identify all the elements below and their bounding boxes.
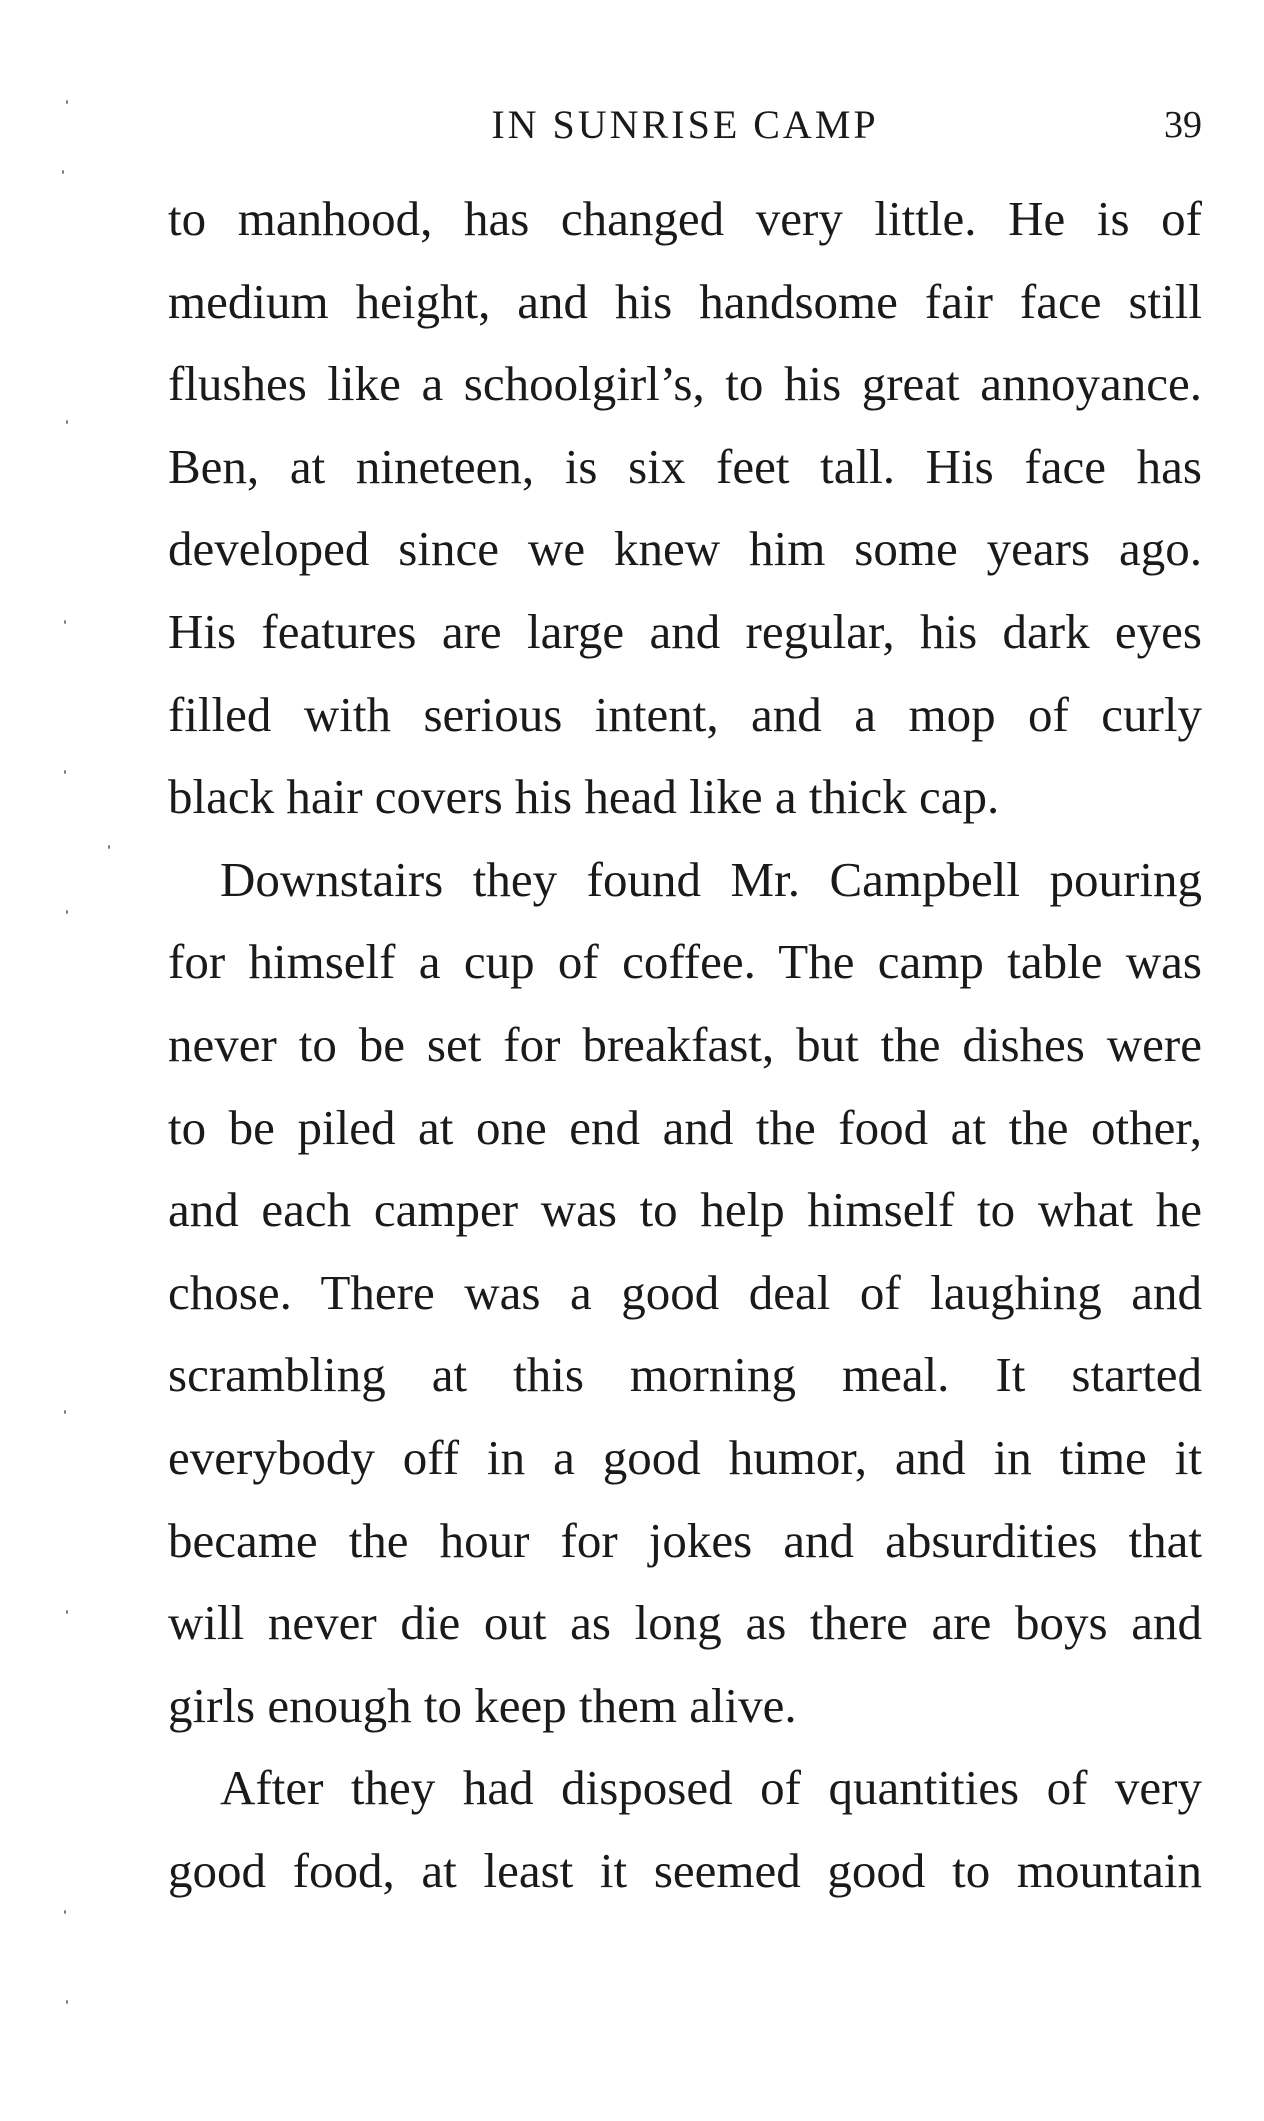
text-line: for himself a cup of coffee. The camp table was <box>168 934 1202 990</box>
text-line: scrambling at this morning meal. It started <box>168 1347 1202 1403</box>
running-head <box>168 100 1202 150</box>
paragraph-2 <box>168 839 1202 1748</box>
text-line: flushes like a schoolgirl’s, to his great annoyance. <box>168 356 1202 412</box>
text-line: everybody off in a good humor, and in time it <box>168 1429 1202 1485</box>
text-line: medium height, and his handsome fair face still <box>168 273 1202 329</box>
scan-speck <box>64 1910 66 1914</box>
text-line: Ben, at nineteen, is six feet tall. His face has <box>168 438 1202 494</box>
scan-speck <box>66 1610 68 1614</box>
text-line: His features are large and regular, his dark eyes <box>168 603 1202 659</box>
text-line: girls enough to keep them alive. <box>168 1677 797 1733</box>
paragraph-3 <box>168 1747 1202 1912</box>
scan-speck <box>66 2000 68 2004</box>
scan-speck <box>66 100 68 104</box>
scan-speck <box>64 770 66 774</box>
scan-speck <box>64 620 66 624</box>
scan-speck <box>62 170 64 174</box>
text-line: to be piled at one end and the food at the other, <box>168 1099 1202 1155</box>
running-title: IN SUNRISE CAMP <box>491 102 879 147</box>
scan-speck <box>66 910 68 914</box>
text-line: became the hour for jokes and absurdities that <box>168 1512 1202 1568</box>
paragraph-1 <box>168 178 1202 839</box>
text-line: chose. There was a good deal of laughing and <box>168 1264 1202 1320</box>
scan-speck <box>108 845 110 849</box>
text-line: After they had disposed of quantities of very <box>220 1760 1202 1816</box>
text-line: will never die out as long as there are boys and <box>168 1595 1202 1651</box>
text-line: black hair covers his head like a thick cap. <box>168 769 1000 825</box>
text-line: to manhood, has changed very little. He is of <box>168 191 1202 246</box>
page-number: 39 <box>1164 104 1202 146</box>
text-line: Downstairs they found Mr. Campbell pouring <box>220 851 1202 907</box>
text-line: developed since we knew him some years ago. <box>168 521 1202 577</box>
scan-speck <box>64 1410 66 1414</box>
text-line: good food, at least it seemed good to mountain <box>168 1842 1202 1898</box>
text-line: filled with serious intent, and a mop of curly <box>168 686 1202 742</box>
scan-speck <box>66 420 68 424</box>
text-line: never to be set for breakfast, but the dishes were <box>168 1016 1202 1072</box>
body-text <box>168 178 1202 1912</box>
text-line: and each camper was to help himself to what he <box>168 1182 1202 1238</box>
